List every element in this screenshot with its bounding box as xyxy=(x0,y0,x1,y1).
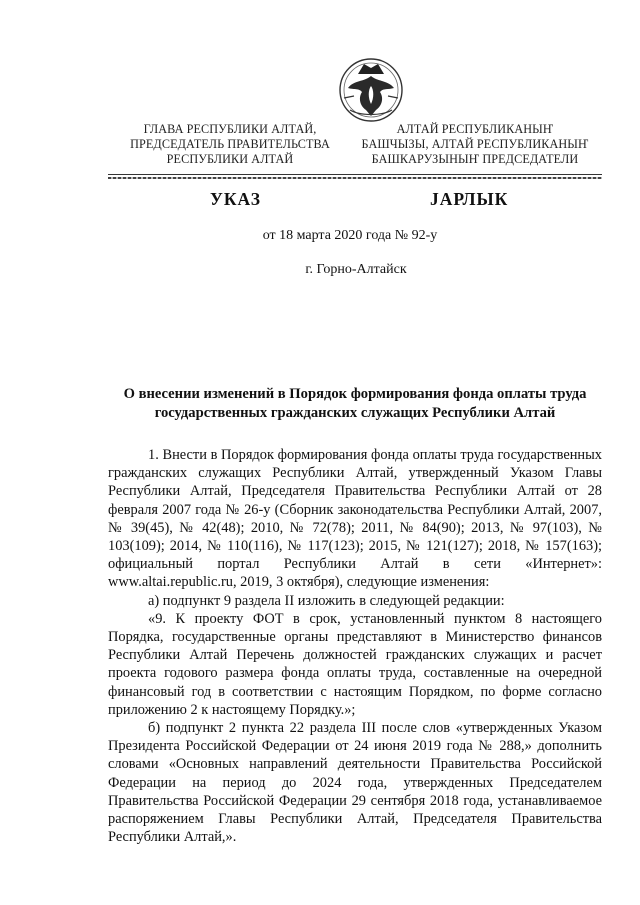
header-left-line: ПРЕДСЕДАТЕЛЬ ПРАВИТЕЛЬСТВА xyxy=(130,137,330,151)
body-paragraph: 1. Внести в Порядок формирования фонда оплаты труда государственных гражданских служащих Республики Алтай, утвержденный Указом Главы Республики Алтай, Председателя Правительства Республики Алтай от 28 февраля 2007 года № 26-у (Сборник законодательства Республики Алтай, 2007, № 39(45), № 42(48); 2010, № 72(78); 2011, № 84(90); 2013, № 97(103), № 103(109); 2014, № 110(116), № 117(123); 2015, № 121(127); 2018, № 157(163); официальный портал Республики Алтай в сети «Интернет»: www.altai.republic.ru, 2019, 3 октября), следующие изменения: xyxy=(108,447,602,591)
coat-of-arms-emblem xyxy=(328,54,414,124)
document-type-title: УКАЗ xyxy=(210,189,261,209)
header-right-line: АЛТАЙ РЕСПУБЛИКАНЫҤ xyxy=(396,122,554,136)
header-left-line: РЕСПУБЛИКИ АЛТАЙ xyxy=(166,152,294,166)
header-divider xyxy=(108,174,602,179)
heading-line: О внесении изменений в Порядок формирования фонда оплаты труда xyxy=(123,386,587,402)
date-line: от 18 марта 2020 года № 92-у xyxy=(262,228,438,243)
body-paragraph: б) подпункт 2 пункта 22 раздела III после слов «утвержденных Указом Президента Российской Федерации от 24 июня 2019 года № 288,» дополнить словами «Основных направлений деятельности Правительства Российской Федерации на период до 2024 года, утвержденных Председателем Правительства Российской Федерации 29 сентября 2018 года, устанавливаемое распоряжением Главы Республики Алтай, Председателя Правительства Республики Алтай,». xyxy=(108,720,602,846)
heading-line: государственных гражданских служащих Республики Алтай xyxy=(154,405,556,421)
header-right-line: БАШЧЫЗЫ, АЛТАЙ РЕСПУБЛИКАНЫҤ xyxy=(361,137,589,151)
city-line: г. Горно-Алтайск xyxy=(305,262,407,277)
header-right-block xyxy=(345,122,605,167)
body-paragraph: «9. К проекту ФОТ в срок, установленный пунктом 8 настоящего Порядка, государственные органы представляют в Министерство финансов Республики Алтай Перечень должностей гражданских служащих и расчет проекта годового размера фонда оплаты труда, составленные на очередной финансовый год в соответствии с настоящим Порядком, по форме согласно приложению 2 к настоящему Порядку.»; xyxy=(108,610,602,718)
header-left-line: ГЛАВА РЕСПУБЛИКИ АЛТАЙ, xyxy=(143,122,317,136)
body-paragraph: а) подпункт 9 раздела II изложить в следующей редакции: xyxy=(148,592,505,609)
document-heading xyxy=(108,385,602,423)
header-left-block xyxy=(110,122,350,167)
document-type-title-altai: ЈАРЛЫК xyxy=(430,189,509,209)
document-body xyxy=(108,446,602,846)
header-right-line: БАШКАРУЗЫНЫҤ ПРЕДСЕДАТЕЛИ xyxy=(371,152,579,166)
